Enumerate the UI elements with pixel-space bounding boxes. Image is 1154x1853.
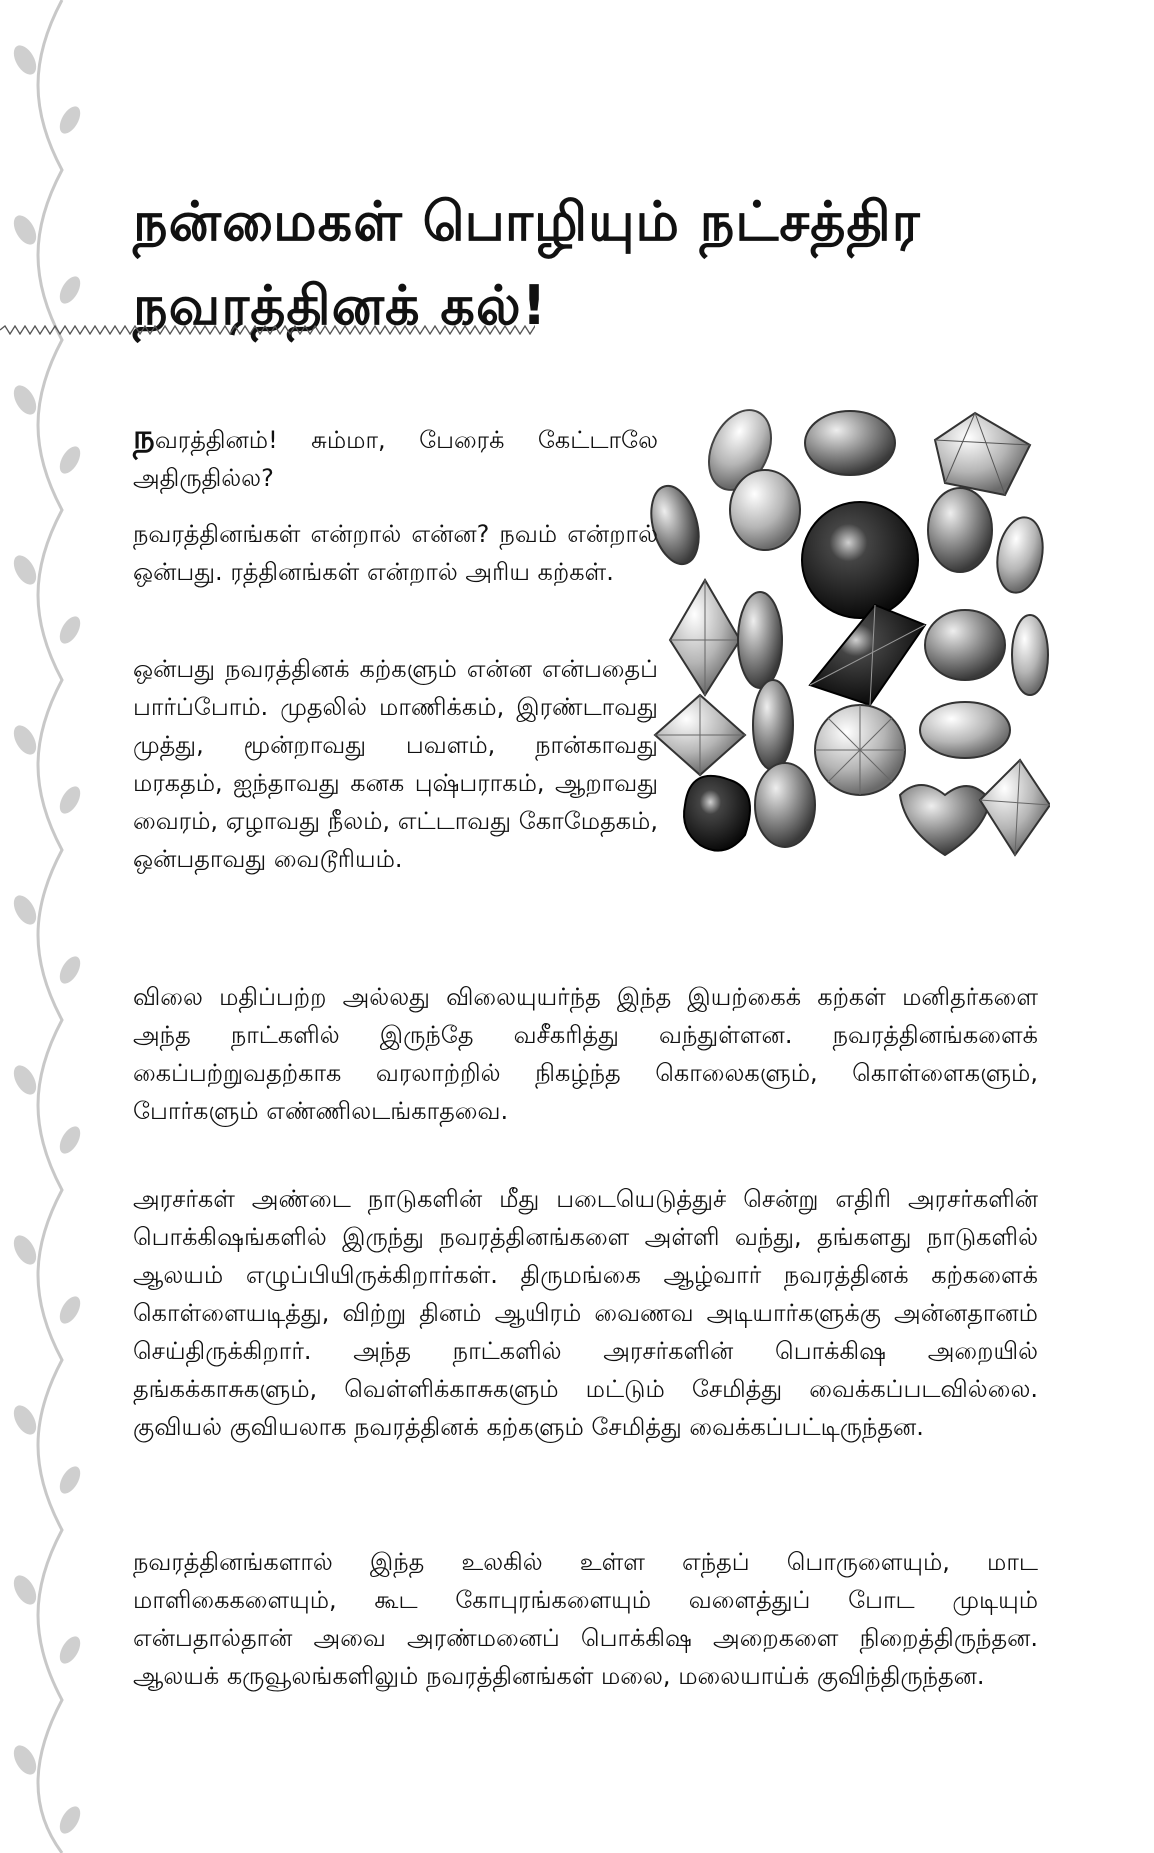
title-line-1: நன்மைகள் பொழியும் நட்சத்திர (133, 190, 921, 253)
drop-cap: ந (133, 417, 155, 457)
page-title (133, 180, 921, 348)
vine-border-ornament (0, 0, 95, 1853)
paragraph-treasury: நவரத்தினங்களால் இந்த உலகில் உள்ள எந்தப் பொருளையும், மாட மாளிகைகளையும், கூட கோபுரங்களையும் வளைத்துப் போட முடியும் என்பதால்தான் அவை அரண்மனைப் பொக்கிஷ அறைகளை நிறைத்திருந்தன. ஆலயக் கருவூலங்களிலும் நவரத்தினங்கள் மலை, மலையாய்க் குவிந்திருந்தன. (133, 1548, 1038, 1690)
paragraph-history: விலை மதிப்பற்ற அல்லது விலையுயர்ந்த இந்த இயற்கைக் கற்கள் மனிதர்களை அந்த நாட்களில் இருந்தே வசீகரித்து வந்துள்ளன. நவரத்தினங்களைக் கைப்பற்றுவதற்காக வரலாற்றில் நிகழ்ந்த கொலைகளும், கொள்ளைகளும், போர்களும் எண்ணிலடங்காதவை. (133, 983, 1038, 1125)
title-line-2: நவரத்தினக் கல்! (133, 274, 548, 337)
paragraph-kings: அரசர்கள் அண்டை நாடுகளின் மீது படையெடுத்துச் சென்று எதிரி அரசர்களின் பொக்கிஷங்களில் இருந்து நவரத்தினங்களை அள்ளி வந்து, தங்களது நாடுகளில் ஆலயம் எழுப்பியிருக்கிறார்கள். திருமங்கை ஆழ்வார் நவரத்தினக் கற்களைக் கொள்ளையடித்து, விற்று தினம் ஆயிரம் வைணவ அடியார்களுக்கு அன்னதானம் செய்திருக்கிறார். அந்த நாட்களில் அரசர்களின் பொக்கிஷ அறையில் தங்கக்காசுகளும், வெள்ளிக்காசுகளும் மட்டும் சேமித்து வைக்கப்படவில்லை. குவியல் குவியலாக நவரத்தினக் கற்களும் சேமித்து வைக்கப்பட்டிருந்தன. (133, 1185, 1038, 1441)
title-divider (0, 325, 535, 335)
paragraph-intro-text: வரத்தினம்! சும்மா, பேரைக் கேட்டாலே அதிருதில்ல? (133, 426, 658, 492)
paragraph-nine-gems: ஒன்பது நவரத்தினக் கற்களும் என்ன என்பதைப் பார்ப்போம். முதலில் மாணிக்கம், இரண்டாவது முத்து, மூன்றாவது பவளம், நான்காவது மரகதம், ஐந்தாவது கனக புஷ்பராகம், ஆறாவது வைரம், ஏழாவது நீலம், எட்டாவது கோமேதகம், ஒன்பதாவது வைடூரியம். (133, 655, 658, 873)
paragraph-definition: நவரத்தினங்கள் என்றால் என்ன? நவம் என்றால் ஒன்பது. ரத்தினங்கள் என்றால் அரிய கற்கள். (133, 520, 658, 586)
gemstones-illustration (645, 405, 1050, 865)
paragraph-intro (133, 418, 658, 497)
